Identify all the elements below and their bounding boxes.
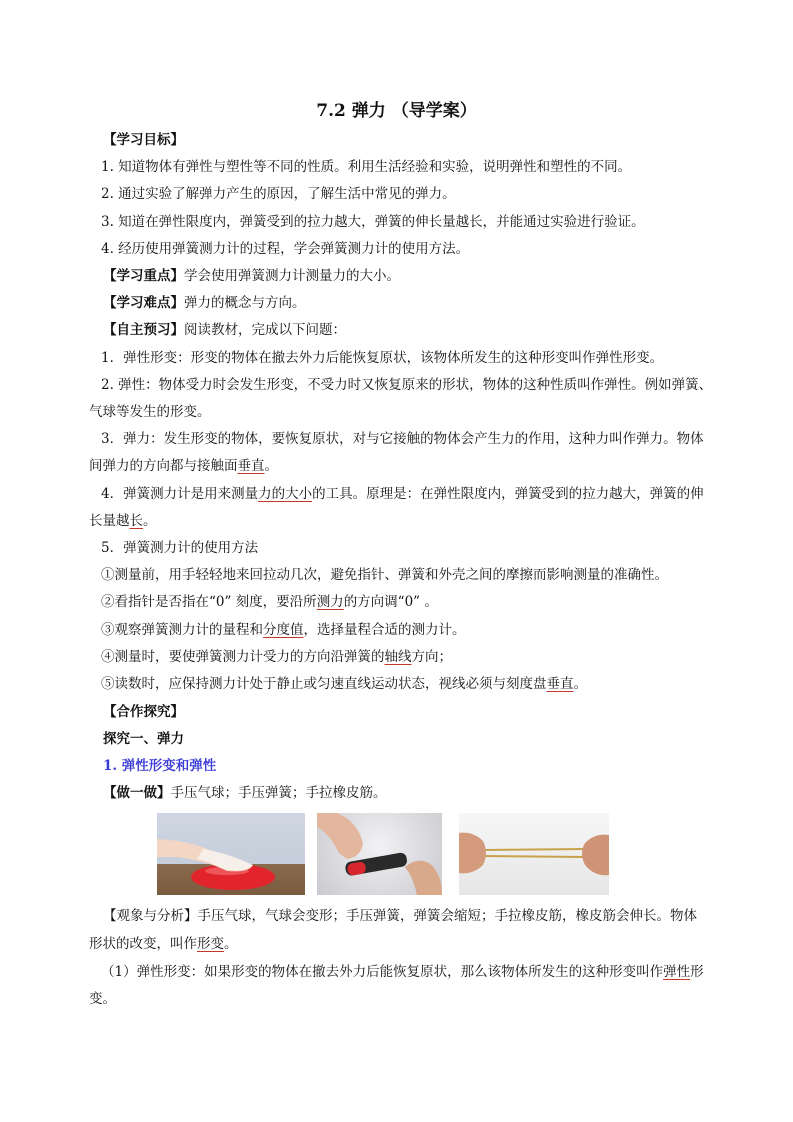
preview [103,320,346,340]
text-segment: 的工具。原理是：在弹性限度内，弹簧受到的拉力越大，弹簧的伸 [312,486,704,502]
page-title: 7.2 弹力 （导学案） [316,101,477,121]
text-segment: ⑤读数时，应保持测力计处于静止或匀速直线运动状态，视线必须与刻度盘 [101,676,547,692]
preview-item-4-line1 [101,484,704,504]
usage-step-4 [101,647,452,667]
difficulty-heading: 【学习难点】 [103,295,184,311]
preview-item-5: 5．弹簧测力计的使用方法 [101,540,259,556]
spring-press-illustration [317,813,442,895]
key-point [103,266,400,286]
difficulty-text: 弹力的概念与方向。 [184,295,306,311]
goal-1: 1. 知道物体有弹性与塑性等不同的性质。利用生活经验和实验，说明弹性和塑性的不同。 [101,159,632,175]
do-it-text: 手压气球；手压弹簧；手拉橡皮筋。 [170,785,387,801]
text-segment: 的方向调“0” 。 [343,594,438,610]
key-point-heading: 【学习重点】 [103,268,184,284]
goal-3: 3. 知道在弹性限度内，弹簧受到的拉力越大，弹簧的伸长量越长，并能通过实验进行验证。 [101,214,645,230]
text-segment: ，选择量程合适的测力计。 [303,622,466,638]
preview-item-2-line2: 气球等发生的形变。 [89,404,211,420]
balloon-press-illustration [157,813,305,895]
text-segment: 。 [573,676,587,692]
text-segment: （1）弹性形变：如果形变的物体在撤去外力后能恢复原状，那么该物体所发生的这种形变叫作 [101,964,664,980]
goals-heading: 【学习目标】 [103,132,184,148]
subsection-heading: 1. 弹性形变和弹性 [103,758,217,774]
text-segment: 间弹力的方向都与接触面 [89,458,238,474]
usage-step-5 [101,674,587,694]
balloon-press-photo [157,813,305,895]
text-segment: 4．弹簧测力计是用来测量 [101,486,259,502]
rubber-band-photo [459,813,609,895]
observation-text: 手压气球，气球会变形；手压弹簧，弹簧会缩短；手拉橡皮筋，橡皮筋会伸长。物体 [197,908,697,924]
text-segment: 形 [690,964,704,980]
rubber-band-illustration [459,813,609,895]
text-segment: 。 [224,936,238,952]
usage-step-1: ①测量前，用手轻轻地来回拉动几次，避免指针、弹簧和外壳之间的摩擦而影响测量的准确性。 [101,567,668,583]
answer-blank: 长 [129,513,143,529]
preview-item-1: 1．弹性形变：形变的物体在撤去外力后能恢复原状，该物体所发生的这种形变叫作弹性形变。 [101,350,664,366]
answer-blank: 弹性 [663,964,691,980]
key-point-text: 学会使用弹簧测力计测量力的大小。 [184,268,400,284]
preview-item-4-line2 [89,511,157,531]
text-segment: ④测量时，要使弹簧测力计受力的方向沿弹簧的 [101,649,385,665]
usage-step-3 [101,620,466,640]
preview-heading: 【自主预习】 [103,322,184,338]
definition-1-line1 [101,962,704,982]
definition-1-line2: 变。 [89,991,116,1007]
observation [103,906,697,926]
usage-step-2 [101,592,438,612]
answer-blank: 力的大小 [258,486,313,502]
preview-item-2-line1: 2. 弹性：物体受力时会发生形变，不受力时又恢复原来的形状，物体的这种性质叫作弹性。例如弹簧、 [101,377,713,393]
answer-blank: 形变 [197,936,224,952]
observation-line2 [89,934,238,954]
answer-blank: 垂直 [546,676,574,692]
text-segment: ②看指针是否指在“0” 刻度，要沿所 [101,594,317,610]
text-segment: 方向； [411,649,452,665]
answer-blank: 轴线 [384,649,412,665]
spring-press-photo [317,813,442,895]
answer-blank: 分度值 [263,622,304,638]
observation-heading: 【观象与分析】 [103,908,198,924]
preview-item-3-line2 [89,456,278,476]
cooperation-heading: 【合作探究】 [103,704,184,720]
answer-blank: 测力 [316,594,344,610]
difficulty [103,293,306,313]
explore-1-heading: 探究一、弹力 [103,731,184,747]
text-segment: 。 [264,458,278,474]
text-segment: ③观察弹簧测力计的量程和 [101,622,263,638]
preview-item-3-line1: 3．弹力：发生形变的物体，要恢复原状，对与它接触的物体会产生力的作用，这种力叫作弹力。物体 [101,431,704,447]
preview-text: 阅读教材，完成以下问题： [184,322,346,338]
text-segment: 形状的改变，叫作 [89,936,197,952]
text-segment: 长量越 [89,513,130,529]
do-it [103,783,387,803]
goal-2: 2. 通过实验了解弹力产生的原因，了解生活中常见的弹力。 [101,186,456,202]
answer-blank: 垂直 [237,458,265,474]
goal-4: 4. 经历使用弹簧测力计的过程，学会弹簧测力计的使用方法。 [101,241,470,257]
do-it-heading: 【做一做】 [103,785,171,801]
text-segment: 。 [143,513,157,529]
